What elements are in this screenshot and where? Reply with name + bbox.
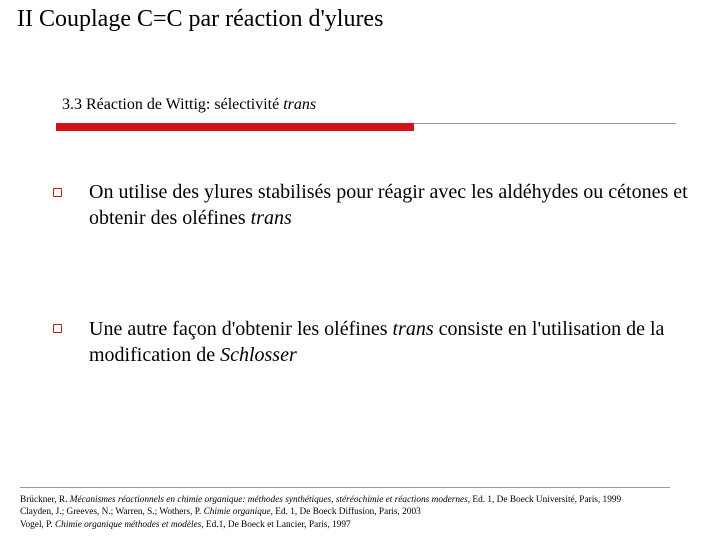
reference-details: , Ed. 1, De Boeck Université, Paris, 1999: [467, 495, 622, 505]
subtitle-italic: trans: [283, 96, 317, 113]
reference-book-title: Mécanismes réactionnels en chimie organique: méthodes synthétiques, stéréochimie et réactions modernes: [69, 495, 468, 505]
bullet-text-1: [89, 179, 714, 231]
reference-item: [20, 519, 621, 531]
hollow-square-bullet-icon: [53, 188, 62, 197]
bullet-2-italic1: trans: [392, 318, 434, 340]
bullet-2-part2: consiste en l'utilisation de la modification de: [89, 318, 665, 366]
reference-book-title: Chimie organique méthodes et modèles: [54, 519, 202, 530]
references: [20, 494, 621, 531]
subtitle-text: 3.3 Réaction de Wittig: sélectivité: [62, 96, 284, 113]
bullet-2-italic2: Schlosser: [220, 344, 297, 366]
bullet-text-2: [89, 316, 714, 368]
reference-author: Clayden, J.; Greeves, N.; Warren, S.; Wothers, P.: [20, 507, 204, 518]
references-divider: [20, 487, 670, 488]
reference-details: , Ed.1, De Boeck et Lancier, Paris, 1997: [201, 519, 351, 530]
section-subtitle: [62, 96, 316, 114]
slide-title: II Couplage C=C par réaction d'ylures: [17, 6, 384, 32]
bullet-1-part1: On utilise des ylures stabilisés pour réagir avec les aldéhydes ou cétones et obtenir des oléfines: [89, 181, 688, 229]
hollow-square-bullet-icon: [53, 324, 62, 333]
reference-item: [20, 494, 621, 506]
divider-line: [414, 123, 676, 124]
reference-item: [20, 506, 621, 518]
bullet-1-italic1: trans: [250, 207, 292, 229]
accent-bar: [56, 123, 414, 131]
reference-author: Brückner, R.: [20, 495, 70, 505]
bullet-2-part1: Une autre façon d'obtenir les oléfines: [89, 318, 393, 340]
reference-book-title: Chimie organique: [203, 507, 271, 518]
reference-author: Vogel, P.: [20, 519, 55, 530]
reference-details: , Ed. 1, De Boeck Diffusion, Paris, 2003: [270, 507, 421, 518]
